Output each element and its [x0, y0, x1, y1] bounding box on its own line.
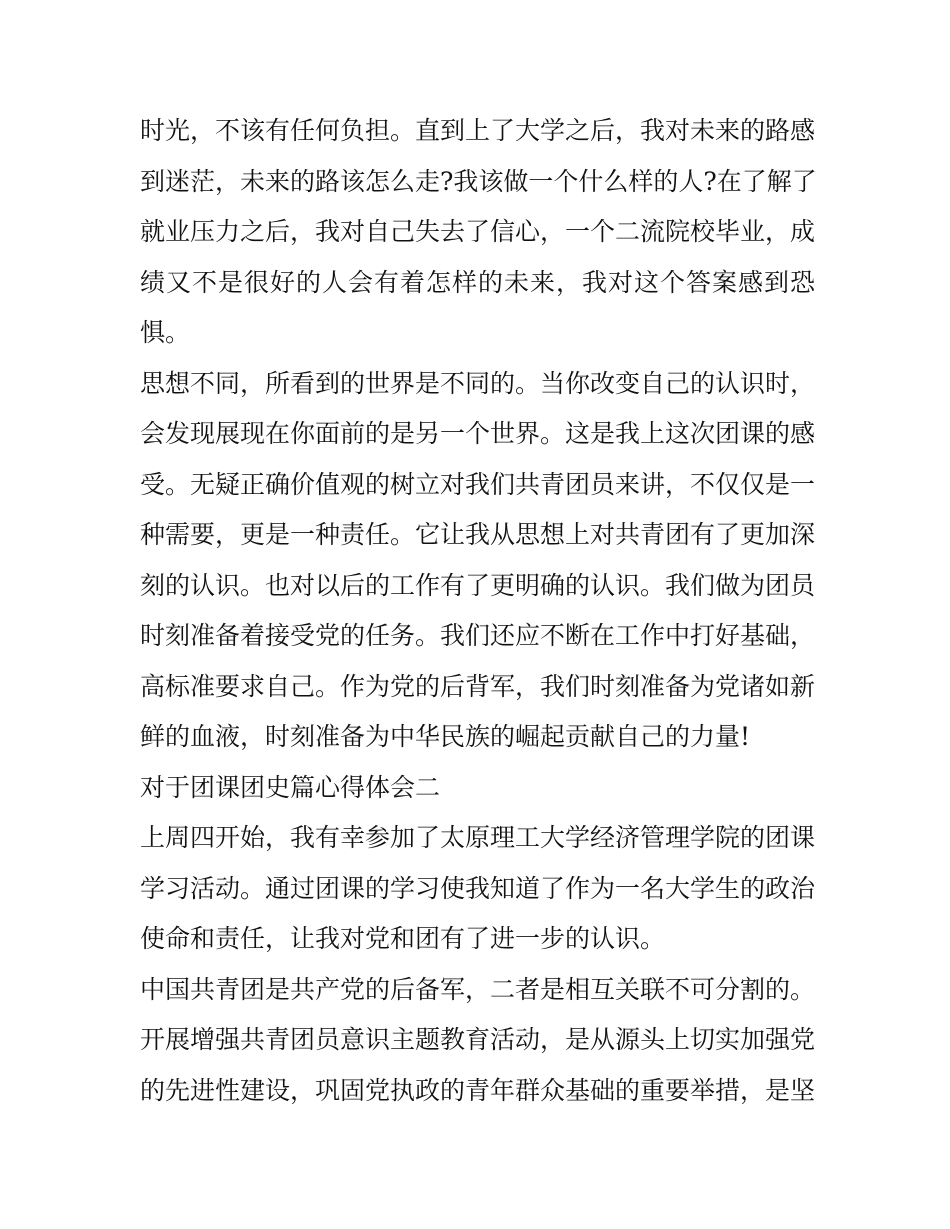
- text-line: 开展增强共青团员意识主题教育活动，是从源头上切实加强党: [140, 1025, 816, 1054]
- text-line: 的先进性建设，巩固党执政的青年群众基础的重要举措，是坚: [140, 1075, 816, 1105]
- text-line: 刻的认识。也对以后的工作有了更明确的认识。我们做为团员: [140, 570, 816, 600]
- text-line: 上周四开始，我有幸参加了太原理工大学经济管理学院的团课: [140, 823, 816, 852]
- text-line: 受。无疑正确价值观的树立对我们共青团员来讲，不仅仅是一: [140, 469, 816, 499]
- text-line: 使命和责任，让我对党和团有了进一步的认识。: [140, 924, 666, 953]
- text-line: 思想不同，所看到的世界是不同的。当你改变自己的认识时，: [140, 368, 816, 398]
- body-text: [140, 106, 815, 1116]
- text-line: 绩又不是很好的人会有着怎样的未来，我对这个答案感到恐: [140, 267, 815, 297]
- text-line: 鲜的血液，时刻准备为中华民族的崛起贡献自己的力量!: [140, 722, 751, 751]
- text-line: 时光，不该有任何负担。直到上了大学之后，我对未来的路感: [140, 116, 816, 145]
- text-line: 对于团课团史篇心得体会二: [140, 772, 441, 802]
- text-line: 就业压力之后，我对自己失去了信心，一个二流院校毕业，成: [140, 217, 816, 246]
- text-line: 种需要，更是一种责任。它让我从思想上对共青团有了更加深: [140, 520, 816, 549]
- text-line: 会发现展现在你面前的是另一个世界。这是我上这次团课的感: [140, 419, 816, 448]
- text-line: 高标准要求自己。作为党的后背军，我们时刻准备为党诸如新: [140, 671, 816, 701]
- text-line: 到迷茫，未来的路该怎么走?我该做一个什么样的人?在了解了: [140, 166, 817, 196]
- text-line: 学习活动。通过团课的学习使我知道了作为一名大学生的政治: [140, 873, 816, 903]
- text-line: 惧。: [140, 318, 191, 347]
- text-line: 中国共青团是共产党的后备军，二者是相互关联不可分割的。: [140, 974, 816, 1004]
- text-line: 时刻准备着接受党的任务。我们还应不断在工作中打好基础，: [140, 621, 816, 650]
